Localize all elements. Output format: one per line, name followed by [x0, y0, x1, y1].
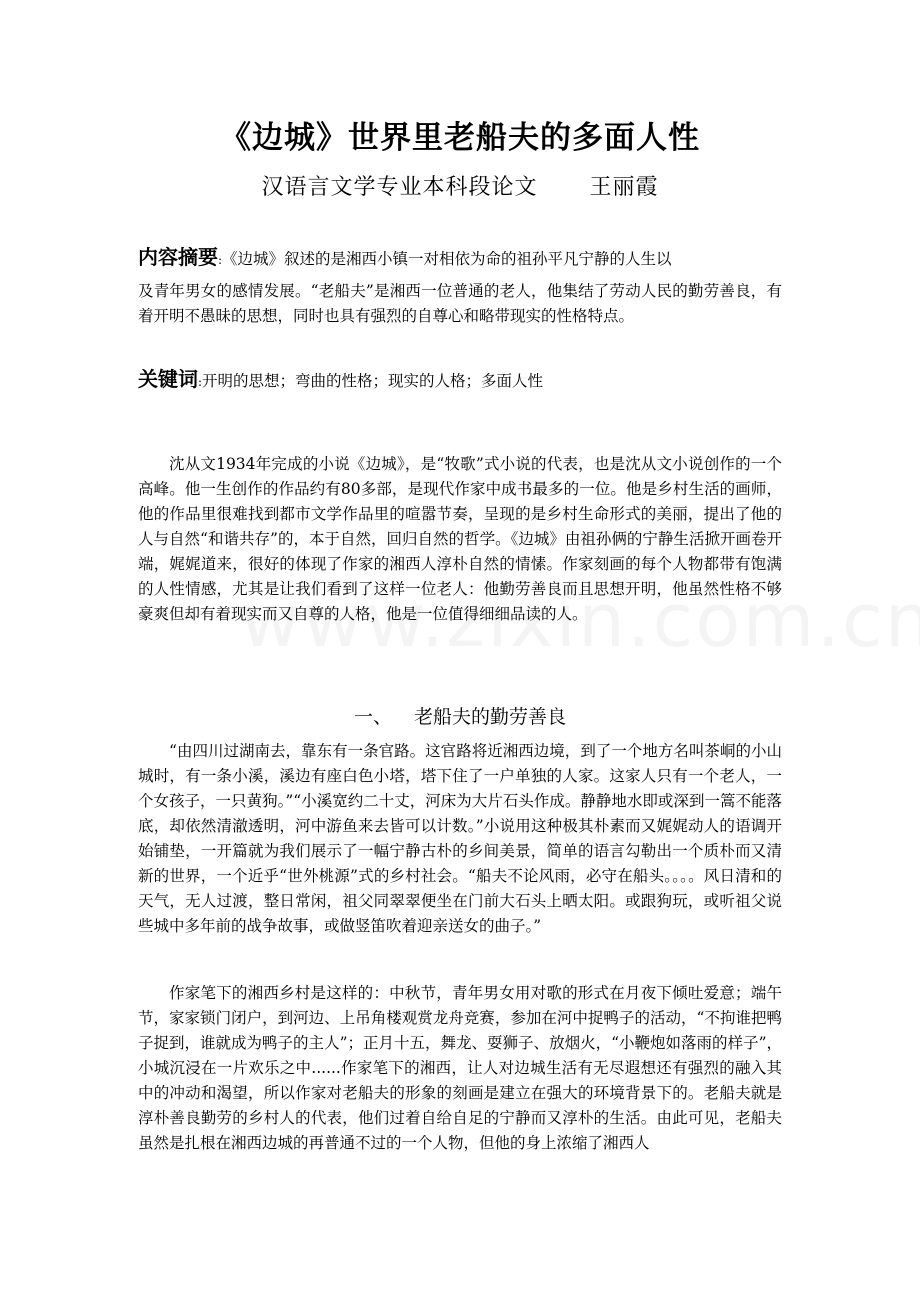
document-subtitle	[0, 170, 920, 201]
abstract-text: 及青年男女的感情发展。“老船夫”是湘西一位普通的老人，他集结了劳动人民的勤劳善良，有着开明不愚昧的思想，同时也具有强烈的自尊心和略带现实的性格特点。	[138, 282, 782, 325]
keywords-block	[138, 364, 782, 398]
abstract-label-colon: :	[218, 253, 223, 267]
keywords-text: 开明的思想；弯曲的性格；现实的人格；多面人性	[202, 372, 544, 390]
keywords-label-colon: :	[198, 375, 203, 389]
intro-paragraph: 沈从文1934年完成的小说《边城》，是“牧歌”式小说的代表，也是沈从文小说创作的一个高峰。他一生创作的作品约有80多部，是现代作家中成书最多的一位。他是乡村生活的画师，他的作品里很难找到都市文学作品里的喧嚣节奏，呈现的是乡村生命形式的美丽，提出了他的人与自然“和谐共存”的，本于自然，回归自然的哲学。《边城》由祖孙俩的宁静生活掀开画卷开端，娓娓道来，很好的体现了作家的湘西人淳朴自然的情愫。作家刻画的每个人物都带有饱满的人性情感，尤其是让我们看到了这样一位老人：他勤劳善良而且思想开明，他虽然性格不够豪爽但却有着现实而又自尊的人格，他是一位值得细细品读的人。	[138, 455, 782, 623]
section-heading	[0, 702, 920, 729]
subtitle-author: 王丽霞	[589, 175, 659, 200]
section1-paragraph-1: “由四川过湖南去，靠东有一条官路。这官路将近湘西边境，到了一个地方名叫茶峒的小山城时，有一条小溪，溪边有座白色小塔，塔下住了一户单独的人家。这家人只有一个老人，一个女孩子，一只黄狗。”“小溪宽约二十丈，河床为大片石头作成。静静地水即或深到一篙不能落底，却依然清澈透明，河中游鱼来去皆可以计数。”小说用这种极其朴素而又娓娓动人的语调开始铺垫，一开篇就为我们展示了一幅宁静古朴的乡间美景，简单的语言勾勒出一个质朴而又清新的世界，一个近乎“世外桃源”式的乡村社会。“船夫不论风雨，必守在船头。。。。风日清和的天气，无人过渡，整日常闲，祖父同翠翠便坐在门前大石头上晒太阳。或跟狗玩，或听祖父说些城中多年前的战争故事，或做竖笛吹着迎亲送女的曲子。”	[138, 742, 782, 935]
subtitle-major: 汉语言文学专业本科段论文	[261, 175, 538, 200]
keywords-label: 关键词	[138, 367, 198, 391]
abstract-block	[138, 242, 782, 329]
document-title: 《边城》世界里老船夫的多面人性	[220, 120, 700, 156]
section-title: 老船夫的勤劳善良	[414, 706, 567, 728]
section-number: 一、	[353, 706, 392, 728]
abstract-label: 内容摘要	[138, 245, 218, 269]
abstract-first-line: 《边城》叙述的是湘西小镇一对相依为命的祖孙平凡宁静的人生以	[222, 250, 672, 268]
section1-paragraph-2: 作家笔下的湘西乡村是这样的：中秋节，青年男女用对歌的形式在月夜下倾吐爱意；端午节，家家锁门闭户，到河边、上吊角楼观赏龙舟竞赛，参加在河中捉鸭子的活动，“不拘谁把鸭子捉到，谁就成为鸭子的主人”；正月十五，舞龙、耍狮子、放烟火，“小鞭炮如落雨的样子”，小城沉浸在一片欢乐之中......作家笔下的湘西，让人对边城生活有无尽遐想还有强烈的融入其中的冲动和渴望，所以作家对老船夫的形象的刻画是建立在强大的环境背景下的。老船夫就是淳朴善良勤劳的乡村人的代表，他们过着自给自足的宁静而又淳朴的生活。由此可见，老船夫虽然是扎根在湘西边城的再普通不过的一个人物，但他的身上浓缩了湘西人	[138, 984, 782, 1152]
